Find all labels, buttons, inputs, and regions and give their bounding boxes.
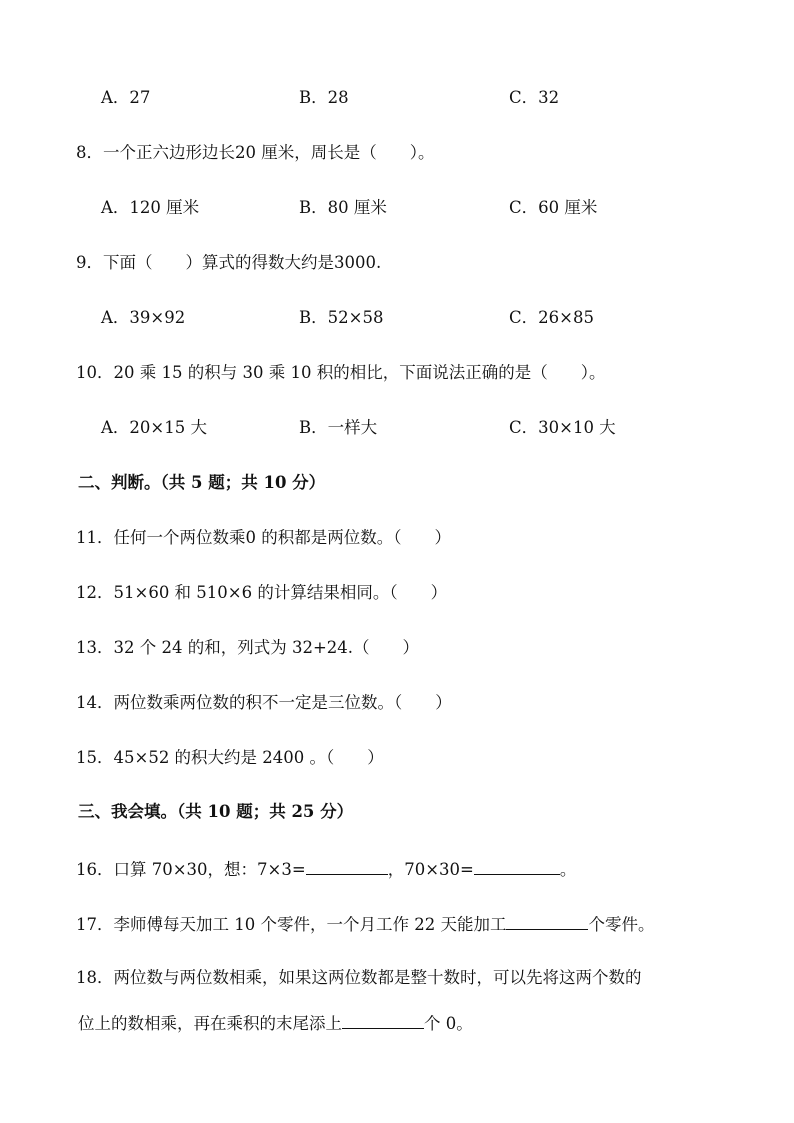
q16-text-c: 。 xyxy=(559,860,577,879)
q10-option-a: A．20×15 大 xyxy=(101,418,207,437)
q11-stem: 11．任何一个两位数乘0 的积都是两位数。（ ） xyxy=(76,528,451,547)
q10-option-c: C．30×10 大 xyxy=(509,418,616,437)
q10-option-b: B．一样大 xyxy=(299,418,378,437)
q17-text-a: 17．李师傅每天加工 10 个零件，一个月工作 22 天能加工 xyxy=(76,915,507,934)
q8-stem: 8．一个正六边形边长20 厘米，周长是（ ）。 xyxy=(76,143,435,162)
q8-option-c: C．60 厘米 xyxy=(509,198,598,217)
q8-option-a: A．120 厘米 xyxy=(101,198,200,217)
q9-option-b: B．52×58 xyxy=(299,308,384,327)
q8-option-b: B．80 厘米 xyxy=(299,198,387,217)
q9-option-c: C．26×85 xyxy=(509,308,594,327)
q17-text-b: 个零件。 xyxy=(588,915,655,934)
q18-blank[interactable] xyxy=(342,1012,424,1029)
section-3-title: 三、我会填。（共 10 题；共 25 分） xyxy=(78,802,354,821)
q16-blank-2[interactable] xyxy=(474,858,560,875)
q16-blank-1[interactable] xyxy=(306,858,388,875)
q7-option-b: B．28 xyxy=(299,88,349,107)
q10-stem: 10．20 乘 15 的积与 30 乘 10 积的相比，下面说法正确的是（ ）。 xyxy=(76,363,606,382)
q9-stem: 9．下面（ ）算式的得数大约是3000. xyxy=(76,253,382,272)
q18-text-a: 位上的数相乘，再在乘积的末尾添上 xyxy=(78,1014,342,1033)
q18-text-b: 个 0。 xyxy=(424,1014,473,1033)
q16-text-b: ，70×30= xyxy=(387,860,474,879)
section-2-title: 二、判断。（共 5 题；共 10 分） xyxy=(78,473,326,492)
q12-stem: 12．51×60 和 510×6 的计算结果相同。（ ） xyxy=(76,583,448,602)
q14-stem: 14．两位数乘两位数的积不一定是三位数。（ ） xyxy=(76,693,452,712)
q17-blank[interactable] xyxy=(506,913,588,930)
q7-option-c: C．32 xyxy=(509,88,560,107)
q16-stem xyxy=(76,858,576,880)
q18-line-1: 18．两位数与两位数相乘，如果这两位数都是整十数时，可以先将这两个数的 xyxy=(76,968,642,987)
q7-option-a: A．27 xyxy=(101,88,151,107)
q9-option-a: A．39×92 xyxy=(101,308,186,327)
q15-stem: 15．45×52 的积大约是 2400 。（ ） xyxy=(76,748,384,767)
q16-text-a: 16．口算 70×30，想：7×3= xyxy=(76,860,306,879)
q13-stem: 13．32 个 24 的和，列式为 32+24.（ ） xyxy=(76,638,420,657)
q17-stem xyxy=(76,913,654,935)
q18-line-2 xyxy=(78,1012,473,1034)
